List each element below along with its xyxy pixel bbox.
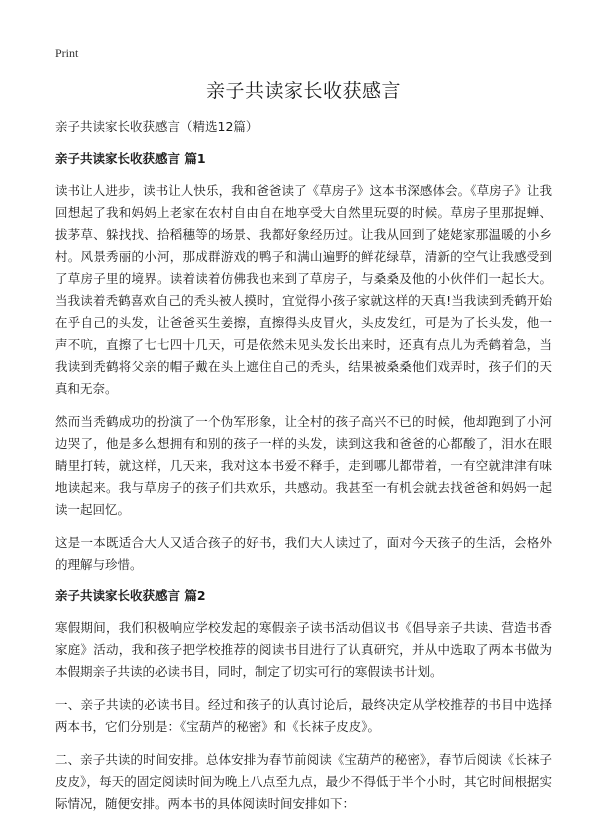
paragraph: 寒假期间，我们积极响应学校发起的寒假亲子读书活动倡议书《倡导亲子共读、营造书香家庭》活动，我和孩子把学校推荐的阅读书目进行了认真研究，并从中选取了两本书做为本假期亲子共读的必读书目，同时，制定了切实可行的寒假读书计划。 xyxy=(55,620,552,679)
section-heading: 亲子共读家长收获感言 篇2 xyxy=(55,588,206,603)
paragraph: 一、亲子共读的必读书目。经过和孩子的认真讨论后，最终决定从学校推荐的书目中选择两本书，它们分别是：《宝葫芦的秘密》和《长袜子皮皮》。 xyxy=(55,697,552,734)
section-1 xyxy=(55,150,552,576)
paragraph: 这是一本既适合大人又适合孩子的好书，我们大人读过了，面对今天孩子的生活，会格外的理解与珍惜。 xyxy=(55,535,552,572)
paragraph: 然而当秃鹤成功的扮演了一个伪军形象，让全村的孩子高兴不已的时候，他却跑到了小河边哭了，他是多么想拥有和别的孩子一样的头发，读到这我和爸爸的心都酸了，泪水在眼睛里打转，就这样，几天来，我对这本书爱不释手，走到哪儿都带着，一有空就津津有味地读起来。我与草房子的孩子们共欢乐，共感动。我甚至一有机会就去找爸爸和妈妈一起读一起回忆。 xyxy=(55,414,552,517)
document-title: 亲子共读家长收获感言 xyxy=(205,80,401,102)
section-heading: 亲子共读家长收获感言 篇1 xyxy=(55,151,206,166)
paragraph: 二、亲子共读的时间安排。总体安排为春节前阅读《宝葫芦的秘密》，春节后阅读《长袜子皮皮》，每天的固定阅读时间为晚上八点至九点，最少不得低于半个小时，其它时间根据实际情况，随便安排。两本书的具体阅读时间安排如下： xyxy=(55,752,552,811)
print-label[interactable]: Print xyxy=(55,46,79,60)
document-subtitle: 亲子共读家长收获感言（精选12篇） xyxy=(55,119,259,134)
section-2 xyxy=(55,587,552,815)
paragraph: 读书让人进步，读书让人快乐，我和爸爸读了《草房子》这本书深感体会。《草房子》让我回想起了我和妈妈上老家在农村自由自在地享受大自然里玩耍的时候。草房子里那捉蝉、拔茅草、躲找找、拾稻穗等的场景、我都好象经历过。让我从回到了姥姥家那温暖的小乡村。风景秀丽的小河，那成群游戏的鸭子和满山遍野的鲜花绿草，清新的空气让我感受到了草房子里的境界。读着读着仿佛我也来到了草房子，与桑桑及他的小伙伴们一起长大。当我读着秃鹤喜欢自己的秃头被人摸时，宜觉得小孩子家就这样的天真!当我读到秃鹤开始在乎自己的头发，让爸爸买生姜擦，直擦得头皮冒火，头皮发红，可是为了长头发，他一声不吭，直擦了七七四十几天，可是依然未见头发长出来时，还真有点儿为秃鹤着急，当我读到秃鹤将父亲的帽子戴在头上遮住自己的秃头，结果被桑桑他们戏弄时，孩子们的天真和无奈。 xyxy=(55,183,552,396)
